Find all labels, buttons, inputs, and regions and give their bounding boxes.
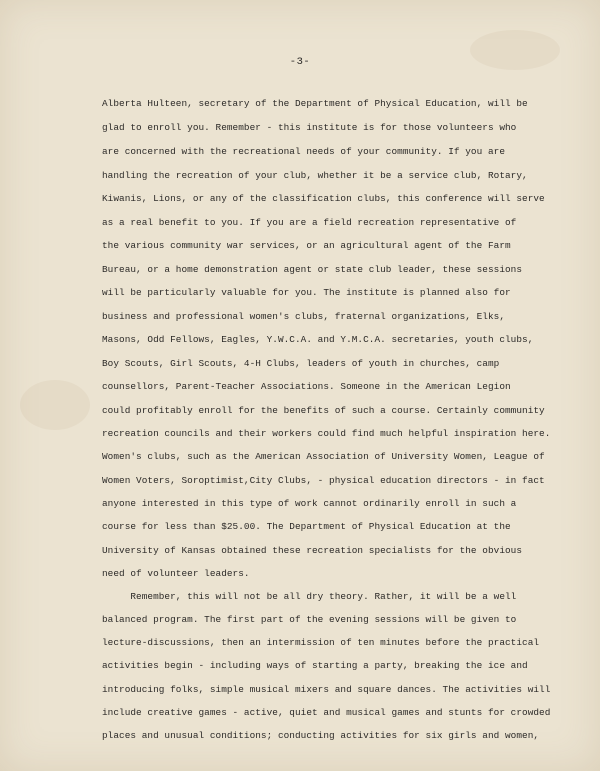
text-line: could profitably enroll for the benefits of such a course. Certainly community	[102, 405, 545, 416]
text-line: as a real benefit to you. If you are a field recreation representative of	[102, 217, 517, 228]
text-line: include creative games - active, quiet and musical games and stunts for crowded	[102, 707, 551, 718]
text-line: anyone interested in this type of work cannot ordinarily enroll in such a	[102, 498, 517, 509]
text-line: counsellors, Parent-Teacher Associations. Someone in the American Legion	[102, 381, 511, 392]
text-line: balanced program. The first part of the evening sessions will be given to	[102, 614, 517, 625]
text-line: activities begin - including ways of starting a party, breaking the ice and	[102, 660, 528, 671]
text-line: Remember, this will not be all dry theory. Rather, it will be a well	[102, 591, 517, 602]
text-line: Masons, Odd Fellows, Eagles, Y.W.C.A. and Y.M.C.A. secretaries, youth clubs,	[102, 334, 534, 345]
text-line: business and professional women's clubs, fraternal organizations, Elks,	[102, 311, 505, 322]
text-line: will be particularly valuable for you. The institute is planned also for	[102, 287, 511, 298]
text-line: places and unusual conditions; conducting activities for six girls and women,	[102, 730, 540, 741]
text-line: Women Voters, Soroptimist,City Clubs, - physical education directors - in fact	[102, 475, 545, 486]
text-line: course for less than $25.00. The Department of Physical Education at the	[102, 521, 511, 532]
text-line: Boy Scouts, Girl Scouts, 4-H Clubs, leaders of youth in churches, camp	[102, 358, 500, 369]
text-line: Bureau, or a home demonstration agent or state club leader, these sessions	[102, 264, 523, 275]
text-line: handling the recreation of your club, whether it be a service club, Rotary,	[102, 170, 528, 181]
text-line: lecture-discussions, then an intermission of ten minutes before the practical	[102, 637, 540, 648]
text-line: need of volunteer leaders.	[102, 568, 250, 579]
text-line: are concerned with the recreational needs of your community. If you are	[102, 146, 505, 157]
text-line: recreation councils and their workers could find much helpful inspiration here.	[102, 428, 551, 439]
text-line: introducing folks, simple musical mixers and square dances. The activities will	[102, 684, 551, 695]
paper-stain	[20, 380, 90, 430]
text-line: glad to enroll you. Remember - this institute is for those volunteers who	[102, 122, 517, 133]
text-line: University of Kansas obtained these recreation specialists for the obvious	[102, 545, 523, 556]
page-number: -3-	[289, 56, 311, 68]
text-line: Women's clubs, such as the American Association of University Women, League of	[102, 451, 545, 462]
text-line: Alberta Hulteen, secretary of the Department of Physical Education, will be	[102, 98, 528, 109]
text-line: Kiwanis, Lions, or any of the classification clubs, this conference will serve	[102, 193, 545, 204]
text-line: the various community war services, or an agricultural agent of the Farm	[102, 240, 511, 251]
